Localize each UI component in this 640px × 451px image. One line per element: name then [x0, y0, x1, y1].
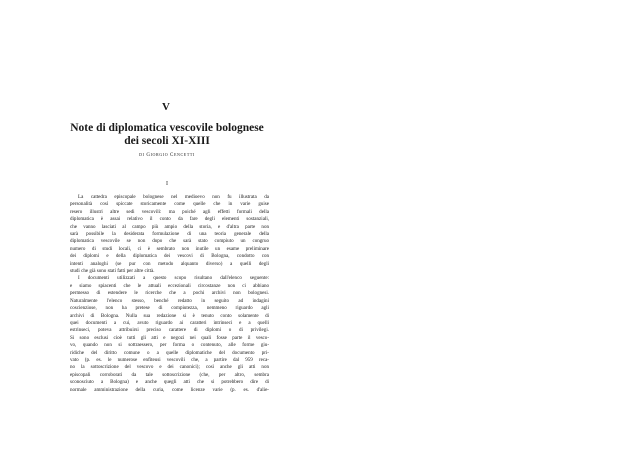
text-line: episcopali corroborati da tale sottoscrizione (che, per altro, sembra	[70, 371, 269, 378]
section-number: I	[166, 181, 168, 187]
author-byline: di Giorgio Cencetti	[139, 153, 195, 158]
text-line: e siamo spiacenti che le attuali eccezionali circostanze non ci abbiano	[70, 282, 269, 289]
body-text	[70, 194, 269, 394]
text-line: studi che già sono stati fatti per altre città.	[70, 268, 155, 275]
text-line: intenti analoghi (se pur con metodo alquanto diverso) a quelli degli	[70, 260, 269, 267]
text-line: archivi di Bologna. Nulla sua redazione si è tenuto conto solamente di	[70, 312, 269, 319]
text-line: resero illustri altre sedi vescovili: ma poiché agli effetti formali della	[70, 208, 269, 215]
text-line: normale amministrazione della curia, come licenze varie (p. es. d'alie-	[70, 386, 269, 393]
text-line: che vanno lasciati al campo più ampio della storia, e d'altra parte non	[70, 223, 269, 230]
text-line: no la sottoscrizione del vescovo e dei canonici); così anche gli atti non	[70, 364, 269, 371]
text-line: ridiche del diritto comune o a quelle diplomatiche del documento pri-	[70, 349, 269, 356]
text-line: La cattedra episcopale bolognese nel medioevo non fu illustrata da	[78, 194, 269, 200]
text-line: personalità così spiccate storicamente come quelle che in varie guise	[70, 201, 269, 208]
text-line: Naturalmente l'elenco stesso, benché redatto in seguito ad indagini	[70, 297, 269, 304]
text-line: sconosciuto a Bologna) e anche quegli atti che si potrebbero dire di	[70, 379, 269, 386]
text-line: sarà possibile la desiderata formulazione di una teoria generale della	[70, 231, 269, 238]
chapter-title-line-1: Note di diplomatica vescovile bolognese	[70, 122, 264, 134]
text-line: diplomatica vescovile se non dopo che sarà stato compiuto un congruo	[70, 238, 269, 245]
text-line: estrinseci, poteva attribuirsi preciso carattere di diplomi o di privilegi.	[70, 327, 269, 334]
chapter-number: V	[162, 101, 170, 113]
text-line: Si sono esclusi cioè tutti gli atti e negozi nei quali fosse parte il vesco-	[70, 334, 269, 341]
text-line: diplomatica è assai relativo il conto da fare degli elementi sostanziali,	[70, 216, 269, 223]
text-line: vo, quando non si sottraessero, per forma o contenuto, alle forme giu-	[70, 342, 269, 349]
text-line: vato (p. es. le numerose enfiteusi vescovili che, a partire dal 959 reca-	[70, 356, 269, 363]
text-line: dei diplomi e della diplomatica dei vescovi di Bologna, condotto con	[70, 253, 269, 260]
text-line: permesso di estendere le ricerche che a pochi archivi non bolognesi.	[70, 290, 269, 297]
chapter-title-line-2: dei secoli XI-XIII	[124, 134, 210, 147]
text-line: I documenti utilizzati a questo scopo risultano dall'elenco seguente:	[78, 275, 269, 282]
chapter-title	[62, 122, 272, 147]
text-line: quei documenti a cui, avuto riguardo ai caratteri intrinseci e a quelli	[70, 319, 269, 326]
text-line: numero di studi locali, ci è sembrato non inutile un esame preliminare	[70, 245, 269, 252]
text-line: coscienziose, non ha pretese di compiutezza, nemmeno riguardo agli	[70, 305, 269, 312]
